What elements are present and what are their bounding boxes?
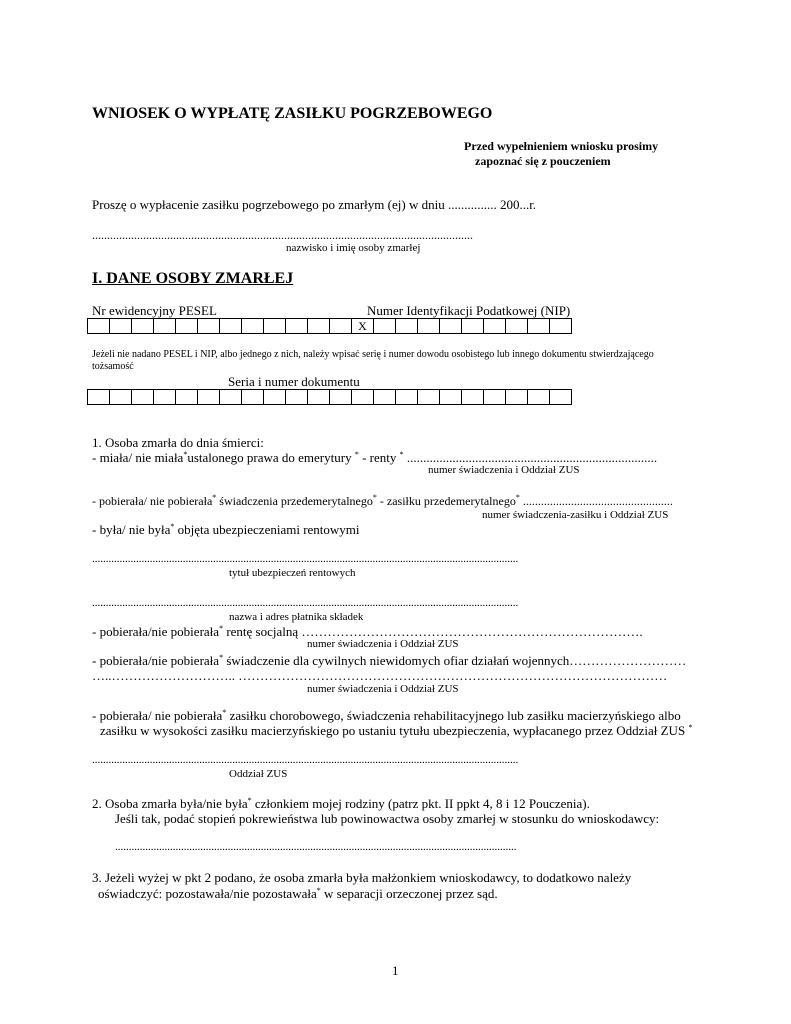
asterisk: * [212, 493, 217, 502]
asterisk: * [219, 653, 224, 662]
asterisk: * [372, 493, 377, 502]
grid-cell[interactable] [88, 390, 110, 405]
grid-cell[interactable] [440, 390, 462, 405]
grid-cell[interactable] [352, 390, 374, 405]
option-text: 2. Osoba zmarła była/nie była [92, 796, 248, 811]
deceased-name-caption: nazwisko i imię osoby zmarłej [286, 242, 421, 254]
preretirement-number-caption: numer świadczenia-zasiłku i Oddział ZUS [482, 509, 669, 521]
grid-cell[interactable] [110, 390, 132, 405]
grid-cell[interactable] [374, 319, 396, 334]
insurance-title-field[interactable]: ........................................................................................................................................................... [92, 553, 519, 565]
grid-cell[interactable] [242, 319, 264, 334]
zus-branch-field[interactable]: ........................................................................................................................................................... [92, 754, 519, 766]
grid-cell[interactable] [110, 319, 132, 334]
grid-cell[interactable] [220, 390, 242, 405]
grid-cell[interactable] [506, 319, 528, 334]
grid-cell[interactable] [330, 390, 352, 405]
asterisk: * [247, 796, 252, 805]
grid-cell[interactable] [484, 319, 506, 334]
document-grid[interactable] [87, 389, 572, 405]
instruction-notice: Przed wypełnieniem wniosku prosimy [464, 139, 659, 153]
grid-cell[interactable] [198, 319, 220, 334]
sickness-benefit-line [92, 708, 681, 724]
grid-cell[interactable] [550, 319, 572, 334]
option-text: - była/ nie była [92, 522, 171, 537]
insurance-title-caption: tytuł ubezpieczeń rentowych [229, 567, 356, 579]
war-victims-line [92, 653, 686, 669]
instruction-notice-2: zapoznać się z pouczeniem [475, 154, 611, 168]
pension-number-field[interactable]: ............................................................................. [403, 450, 658, 465]
identity-note-2: tożsamość [92, 361, 134, 372]
grid-cell[interactable] [264, 319, 286, 334]
page-number: 1 [392, 963, 399, 978]
grid-cell[interactable] [396, 319, 418, 334]
war-victims-caption: numer świadczenia i Oddział ZUS [307, 683, 459, 695]
option-text: - miała/ nie miała [92, 450, 184, 465]
zus-branch-caption: Oddział ZUS [229, 768, 288, 780]
grid-cell[interactable] [528, 390, 550, 405]
asterisk: * [170, 522, 175, 531]
option-text: - pobierała/ nie pobierała [92, 708, 223, 723]
grid-cell[interactable] [330, 319, 352, 334]
option-text: ustalonego prawa do emerytury [187, 450, 352, 465]
grid-cell[interactable] [132, 390, 154, 405]
asterisk: * [688, 723, 693, 732]
option-text: zasiłku w wysokości zasiłku macierzyńskiego po ustaniu tytułu ubezpieczenia, wypłacanego przez Oddział ZUS [100, 723, 686, 738]
sickness-benefit-line-2 [100, 723, 692, 739]
option-text: - pobierała/nie pobierała [92, 653, 220, 668]
grid-cell[interactable] [374, 390, 396, 405]
grid-separator-cell: X [352, 319, 374, 334]
grid-cell[interactable] [242, 390, 264, 405]
option-text: - pobierała/nie pobierała [92, 624, 220, 639]
grid-cell[interactable] [154, 390, 176, 405]
grid-cell[interactable] [440, 319, 462, 334]
kinship-field[interactable]: .................................................................................................................................................. [115, 841, 517, 853]
asterisk: * [316, 886, 321, 895]
option-text: świadczenie dla cywilnych niewidomych ofiar działań wojennych……………………… [223, 653, 687, 668]
grid-cell[interactable] [220, 319, 242, 334]
item-1-insurance-line [92, 522, 360, 538]
grid-cell[interactable] [286, 319, 308, 334]
section-heading: I. DANE OSOBY ZMARŁEJ [92, 270, 294, 287]
option-text: świadczenia przedemerytalnego [216, 494, 373, 508]
grid-cell[interactable] [308, 390, 330, 405]
grid-cell[interactable] [484, 390, 506, 405]
payer-field[interactable]: ........................................................................................................................................................... [92, 597, 519, 609]
option-text: objęta ubezpieczeniami rentowymi [174, 522, 360, 537]
asterisk: * [219, 624, 224, 633]
option-text: członkiem mojej rodziny (patrz pkt. II ppkt 4, 8 i 12 Pouczenia). [251, 796, 590, 811]
grid-cell[interactable] [264, 390, 286, 405]
war-victims-field[interactable]: …..……………………….. ……………………………………………………………………………………… [92, 668, 668, 683]
grid-cell[interactable] [176, 319, 198, 334]
nip-label: Numer Identyfikacji Podatkowej (NIP) [367, 303, 571, 318]
grid-cell[interactable] [154, 319, 176, 334]
request-statement: Proszę o wypłacenie zasiłku pogrzebowego po zmarłym (ej) w dniu ............... 200...r. [92, 197, 537, 212]
identity-note: Jeżeli nie nadano PESEL i NIP, albo jednego z nich, należy wpisać serię i numer dowodu osobistego lub innego dokumentu stwierdzającego [92, 349, 654, 360]
grid-cell[interactable] [550, 390, 572, 405]
pesel-nip-grid[interactable] [87, 318, 572, 334]
grid-cell[interactable] [462, 319, 484, 334]
option-text: - renty [358, 450, 397, 465]
grid-cell[interactable] [132, 319, 154, 334]
option-text: - zasiłku przedemerytalnego [376, 494, 516, 508]
payer-caption: nazwa i adres płatnika składek [229, 611, 364, 623]
grid-cell[interactable] [176, 390, 198, 405]
asterisk: * [183, 450, 188, 459]
option-text: w separacji orzeczonej przez sąd. [320, 886, 498, 901]
asterisk: * [399, 450, 404, 459]
grid-cell[interactable] [88, 319, 110, 334]
grid-cell[interactable] [418, 390, 440, 405]
grid-cell[interactable] [286, 390, 308, 405]
grid-cell[interactable] [528, 319, 550, 334]
grid-cell[interactable] [308, 319, 330, 334]
item-3-line-2 [98, 886, 498, 902]
document-label: Seria i numer dokumentu [228, 374, 360, 389]
social-pension-field[interactable]: rentę socjalną ……………………………………………………………………. [223, 624, 643, 639]
option-text: zasiłku chorobowego, świadczenia rehabilitacyjnego lub zasiłku macierzyńskiego albo [226, 708, 681, 723]
asterisk: * [222, 708, 227, 717]
pension-number-caption: numer świadczenia i Oddział ZUS [428, 464, 580, 476]
item-1-preretirement-line [92, 494, 673, 509]
preretirement-number-field[interactable]: .................................................. [519, 494, 673, 508]
social-pension-caption: numer świadczenia i Oddział ZUS [307, 638, 459, 650]
grid-cell[interactable] [198, 390, 220, 405]
grid-cell[interactable] [396, 390, 418, 405]
deceased-name-field[interactable]: ............................................................................................................................... [92, 228, 473, 242]
option-text: oświadczyć: pozostawała/nie pozostawała [98, 886, 317, 901]
option-text: - pobierała/ nie pobierała [92, 494, 213, 508]
asterisk: * [354, 450, 359, 459]
asterisk: * [515, 493, 520, 502]
item-3-line: 3. Jeżeli wyżej w pkt 2 podano, że osoba zmarła była małżonkiem wnioskodawcy, to dodatkowo należy [92, 870, 632, 885]
item-1-heading: 1. Osoba zmarła do dnia śmierci: [92, 435, 264, 450]
grid-cell[interactable] [506, 390, 528, 405]
form-title: WNIOSEK O WYPŁATĘ ZASIŁKU POGRZEBOWEGO [92, 105, 493, 122]
pesel-label: Nr ewidencyjny PESEL [92, 303, 217, 318]
item-2-line [92, 796, 590, 812]
grid-cell[interactable] [462, 390, 484, 405]
grid-cell[interactable] [418, 319, 440, 334]
item-2-question: Jeśli tak, podać stopień pokrewieństwa lub powinowactwa osoby zmarłej w stosunku do wnioskodawcy: [115, 811, 660, 826]
